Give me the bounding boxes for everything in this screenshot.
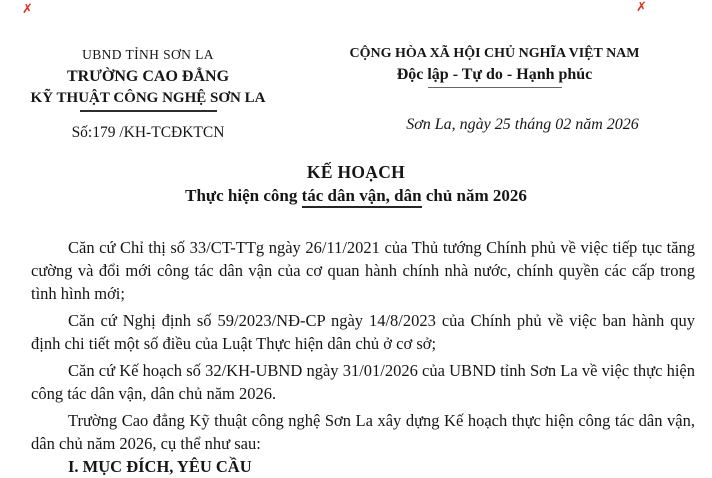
title-text-post: chủ năm 2026 bbox=[421, 186, 527, 205]
org-divider-line bbox=[80, 110, 217, 112]
document-body bbox=[31, 236, 695, 478]
title-text-underlined: tác dân vận, dân bbox=[302, 186, 422, 208]
body-paragraph: Trường Cao đẳng Kỹ thuật công nghệ Sơn La xây dựng Kế hoạch thực hiện công tác dân vận, dân chủ năm 2026, cụ thể như sau: bbox=[31, 411, 695, 453]
org-name-line2: KỸ THUẬT CÔNG NGHỆ SƠN LA bbox=[30, 90, 266, 106]
national-motto: Độc lập - Tự do - Hạnh phúc bbox=[396, 66, 593, 83]
section-heading-clipped: I. MỤC ĐÍCH, YÊU CẦU bbox=[68, 457, 252, 476]
body-paragraph: Căn cứ Chỉ thị số 33/CT-TTg ngày 26/11/2021 của Thủ tướng Chính phủ về việc tiếp tục tăng cường và đổi mới công tác dân vận của cơ quan hành chính nhà nước, chính quyền các cấp trong tình hình mới; bbox=[31, 238, 695, 303]
issuing-org-block bbox=[0, 45, 296, 143]
document-type-title: KẾ HOẠCH bbox=[306, 162, 406, 182]
body-paragraph: Căn cứ Nghị định số 59/2023/NĐ-CP ngày 14/8/2023 của Chính phủ về việc ban hành quy định chi tiết một số điều của Luật Thực hiện dân chủ ở cơ sở; bbox=[31, 311, 695, 353]
motto-divider-line bbox=[428, 87, 562, 88]
document-title-block bbox=[0, 160, 712, 207]
body-paragraph: Căn cứ Kế hoạch số 32/KH-UBND ngày 31/01/2026 của UBND tỉnh Sơn La về việc thực hiện công tác dân vận, dân chủ năm 2026. bbox=[31, 361, 695, 403]
document-subject-title bbox=[0, 184, 712, 207]
national-title: CỘNG HÒA XÃ HỘI CHỦ NGHĨA VIỆT NAM bbox=[349, 46, 640, 61]
title-text-pre: Thực hiện công bbox=[185, 186, 302, 205]
broken-image-icon: ✗ bbox=[22, 2, 33, 17]
broken-image-icon: ✗ bbox=[636, 0, 647, 15]
document-number: Số:179 /KH-TCĐKTCN bbox=[71, 124, 225, 141]
parent-org-name: UBND TỈNH SƠN LA bbox=[82, 47, 214, 62]
org-name-line1: TRƯỜNG CAO ĐẲNG bbox=[66, 68, 230, 85]
national-header-block bbox=[338, 44, 651, 135]
place-date-line: Sơn La, ngày 25 tháng 02 năm 2026 bbox=[406, 116, 639, 133]
